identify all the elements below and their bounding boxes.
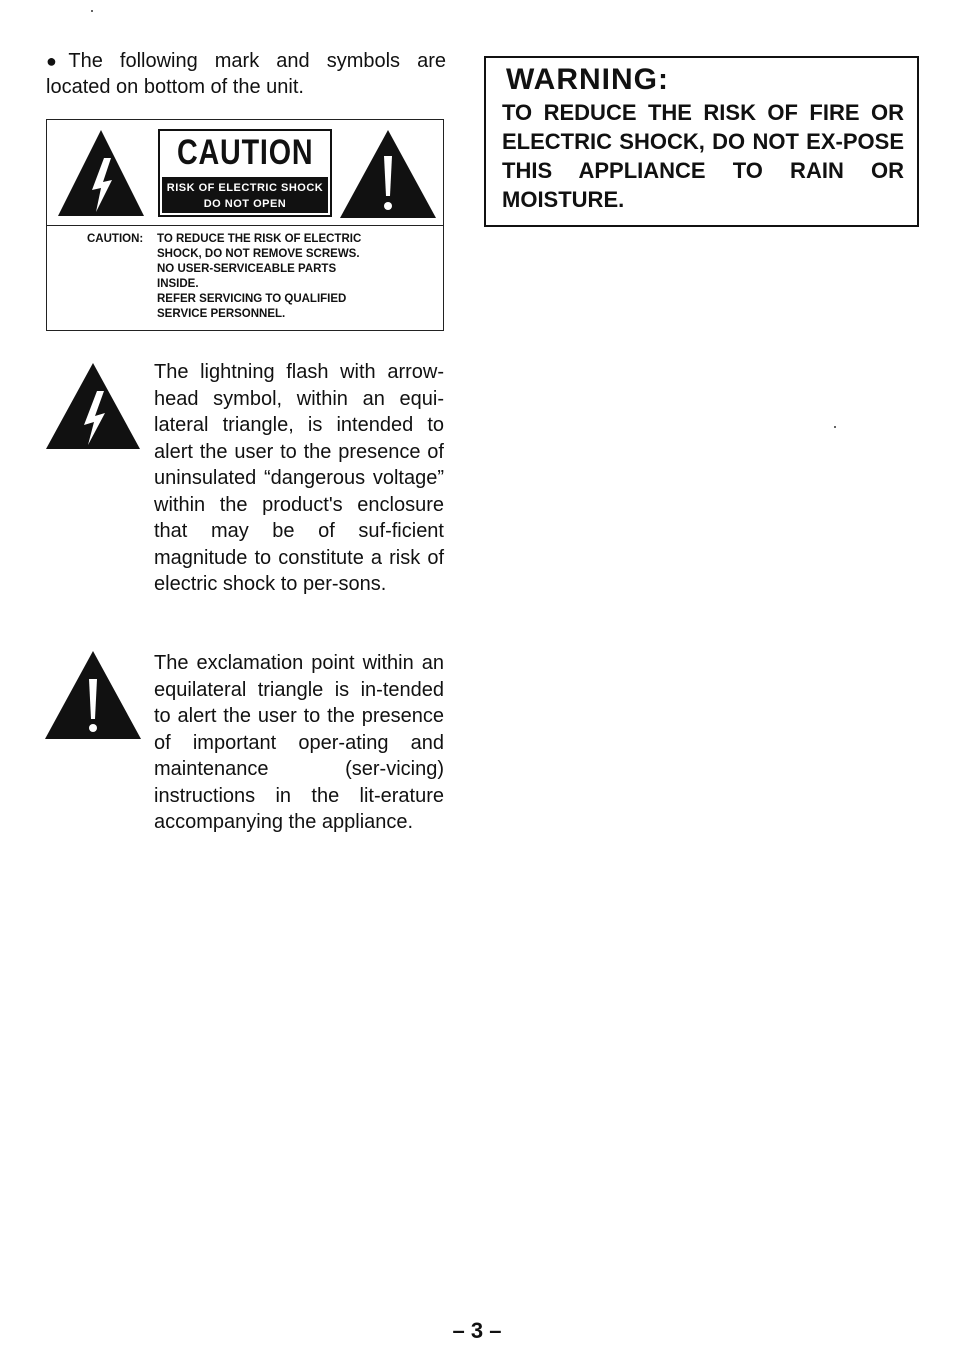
caution-title: CAUTION	[176, 133, 314, 172]
caution-band-line-1: RISK OF ELECTRIC SHOCK	[166, 182, 324, 194]
page-number: – 3 –	[452, 1318, 502, 1343]
warning-box	[484, 56, 919, 227]
caution-text-line: INSIDE.	[157, 278, 199, 290]
warning-body: TO REDUCE THE RISK OF FIRE OR ELECTRIC SHOCK, DO NOT EX-POSE THIS APPLIANCE TO RAIN OR MOISTURE.	[502, 100, 904, 212]
lightning-triangle-icon	[56, 128, 146, 218]
caution-text-line: SHOCK, DO NOT REMOVE SCREWS.	[157, 248, 360, 260]
exclamation-triangle-icon	[338, 128, 438, 220]
caution-band-line-2: DO NOT OPEN	[203, 198, 287, 210]
caution-text-line: SERVICE PERSONNEL.	[157, 308, 286, 320]
scan-speck	[91, 10, 93, 12]
intro-text: The following mark and symbols are located on bottom of the unit.	[46, 50, 446, 98]
caution-label-panel	[46, 119, 444, 331]
lightning-triangle-icon	[44, 361, 142, 453]
caution-sticker	[158, 129, 332, 217]
exclamation-triangle-icon	[43, 649, 143, 741]
scan-speck	[834, 426, 836, 428]
caution-warning-band	[162, 177, 328, 213]
caution-text-line: NO USER-SERVICEABLE PARTS	[157, 263, 337, 275]
intro-paragraph	[46, 48, 446, 100]
bullet-icon: ●	[46, 51, 69, 71]
caution-symbol-row	[47, 120, 443, 226]
exclamation-symbol-description: The exclamation point within an equilateral triangle is in-tended to alert the user to the presence of important oper-ating and maintenance (ser-vicing) instructions in the lit-erature accompanying the appliance.	[154, 652, 444, 833]
caution-instructions	[87, 232, 407, 322]
caution-text-line: TO REDUCE THE RISK OF ELECTRIC	[157, 233, 362, 245]
caution-text-line: REFER SERVICING TO QUALIFIED	[157, 293, 347, 305]
caution-text-head: CAUTION:	[87, 233, 144, 245]
lightning-symbol-description: The lightning flash with arrow-head symbol, within an equi-lateral triangle, is intended to alert the user to the presence of uninsulated “dangerous voltage” within the product's enclosure that may be of suf-ficient magnitude to constitute a risk of electric shock to per-sons.	[154, 361, 444, 595]
caution-text-body	[157, 232, 405, 322]
warning-title: WARNING:	[506, 63, 669, 96]
